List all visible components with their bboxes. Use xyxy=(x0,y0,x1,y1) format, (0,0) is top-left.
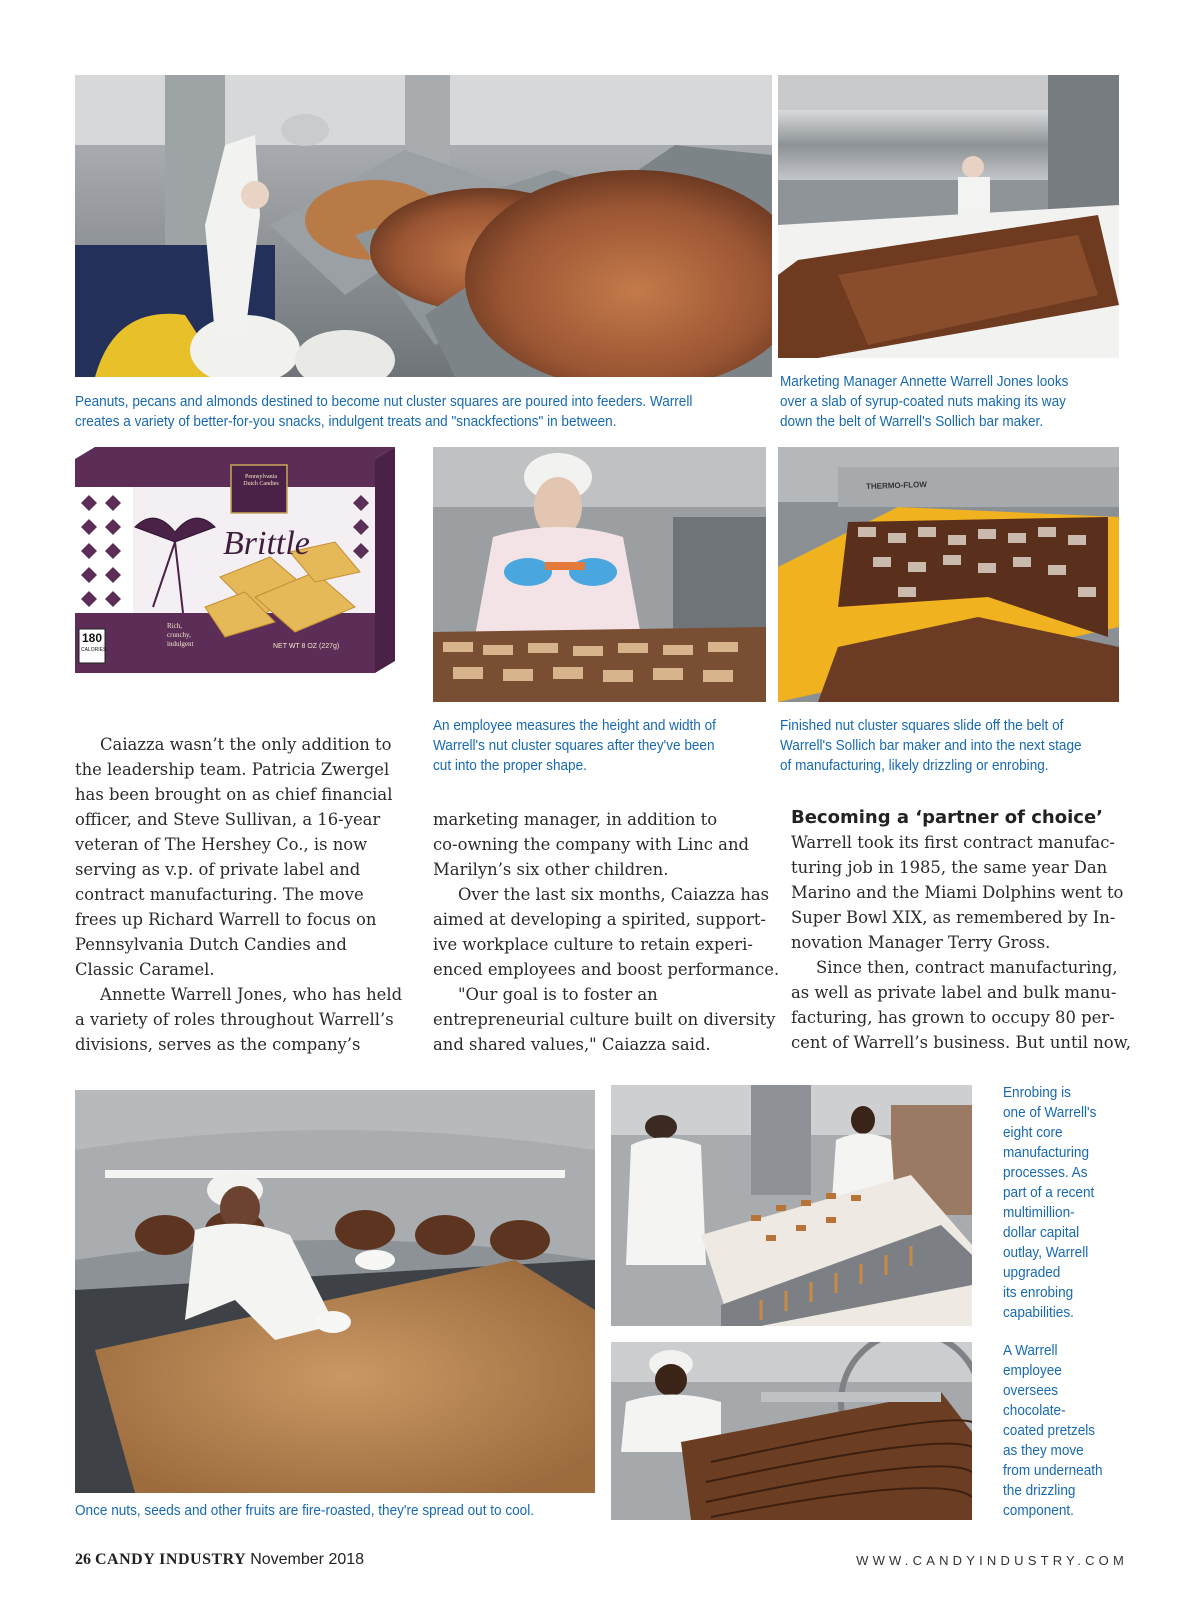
caption-line: its enrobing xyxy=(1003,1285,1074,1301)
measuring-caption xyxy=(433,716,716,776)
body-line: turing job in 1985, the same year Dan xyxy=(791,858,1108,877)
enrobing-line-photo xyxy=(611,1085,972,1326)
box-brand-text: Pennsylvania Dutch Candies xyxy=(243,474,279,487)
section-heading: Becoming a ‘partner of choice’ xyxy=(791,807,1103,828)
body-line: novation Manager Terry Gross. xyxy=(791,933,1051,952)
employee-measuring-photo xyxy=(433,447,766,702)
caption-line: creates a variety of better-for-you snacks, indulgent treats and "snackfections" in between. xyxy=(75,414,617,430)
caption-line: down the belt of Warrell's Sollich bar maker. xyxy=(780,414,1044,430)
body-line: aimed at developing a spirited, support- xyxy=(433,910,766,929)
body-line: entrepreneurial culture built on diversity xyxy=(433,1010,776,1029)
caption-line: An employee measures the height and width of xyxy=(433,718,716,734)
body-line: Super Bowl XIX, as remembered by In- xyxy=(791,908,1116,927)
page-footer-folio xyxy=(75,1551,364,1569)
caption-line: Warrell's nut cluster squares after they've been xyxy=(433,738,715,754)
caption-line: Once nuts, seeds and other fruits are fire-roasted, they're spread out to cool. xyxy=(75,1503,535,1519)
feeders-caption xyxy=(75,392,692,432)
body-line: Warrell took its first contract manufac- xyxy=(791,833,1115,852)
roasted-caption xyxy=(75,1501,534,1521)
caption-line: one of Warrell's xyxy=(1003,1105,1097,1121)
caption-line: as they move xyxy=(1003,1443,1084,1459)
body-line: Marilyn’s six other children. xyxy=(433,860,669,879)
caption-line: cut into the proper shape. xyxy=(433,758,587,774)
caption-line: Marketing Manager Annette Warrell Jones looks xyxy=(780,374,1069,390)
body-line: Over the last six months, Caiazza has xyxy=(458,885,770,904)
caption-line: the drizzling xyxy=(1003,1483,1076,1499)
caption-line: chocolate- xyxy=(1003,1403,1066,1419)
nut-feeders-photo xyxy=(75,75,772,377)
box-calories-number: 180 xyxy=(82,631,103,645)
article-column-2 xyxy=(433,807,780,1057)
caption-line: dollar capital xyxy=(1003,1225,1080,1241)
website-url[interactable]: WWW.CANDYINDUSTRY.COM xyxy=(856,1553,1128,1568)
page-number: 26 xyxy=(75,1551,91,1568)
box-net-weight: NET WT 8 OZ (227g) xyxy=(273,643,340,650)
body-line: co-owning the company with Linc and xyxy=(433,835,749,854)
pretzels-caption xyxy=(1003,1341,1103,1521)
caption-line: outlay, Warrell xyxy=(1003,1245,1089,1261)
body-line: ive workplace culture to retain experi- xyxy=(433,935,753,954)
bar-maker-inspection-photo xyxy=(778,75,1119,358)
article-column-3 xyxy=(791,805,1131,1055)
machine-brand-text: THERMO-FLOW xyxy=(865,479,928,492)
enrobing-caption xyxy=(1003,1083,1096,1323)
caption-line: processes. As xyxy=(1003,1165,1088,1181)
box-product-text: Brittle xyxy=(223,525,310,562)
body-line: marketing manager, in addition to xyxy=(433,810,718,829)
magazine-name: CANDY INDUSTRY xyxy=(95,1551,247,1568)
body-line: enced employees and boost performance. xyxy=(433,960,780,979)
body-line: "Our goal is to foster an xyxy=(458,985,658,1004)
caption-line: Enrobing is xyxy=(1003,1085,1071,1101)
brittle-package-photo xyxy=(75,447,395,675)
caption-line: from underneath xyxy=(1003,1463,1103,1479)
body-line: serving as v.p. of private label and xyxy=(75,860,361,879)
caption-line: coated pretzels xyxy=(1003,1423,1096,1439)
article-column-1 xyxy=(75,732,403,1057)
body-line: Since then, contract manufacturing, xyxy=(816,958,1118,977)
body-line: Annette Warrell Jones, who has held xyxy=(100,985,403,1004)
body-line: facturing, has grown to occupy 80 per- xyxy=(791,1008,1115,1027)
belt-caption xyxy=(780,716,1082,776)
caption-line: capabilities. xyxy=(1003,1305,1074,1321)
caption-line: part of a recent xyxy=(1003,1185,1095,1201)
caption-line: over a slab of syrup-coated nuts making its way xyxy=(780,394,1066,410)
pretzel-drizzling-photo xyxy=(611,1342,972,1520)
caption-line: oversees xyxy=(1003,1383,1059,1399)
body-line: Caiazza wasn’t the only addition to xyxy=(100,735,392,754)
body-line: frees up Richard Warrell to focus on xyxy=(75,910,377,929)
body-line: Marino and the Miami Dolphins went to xyxy=(791,883,1124,902)
caption-line: Peanuts, pecans and almonds destined to become nut cluster squares are poured into feeders. Warrell xyxy=(75,394,693,410)
body-line: has been brought on as chief financial xyxy=(75,785,393,804)
body-line: the leadership team. Patricia Zwergel xyxy=(75,760,390,779)
body-line: as well as private label and bulk manu- xyxy=(791,983,1117,1002)
nut-cluster-belt-photo xyxy=(778,447,1119,702)
caption-line: Finished nut cluster squares slide off the belt of xyxy=(780,718,1064,734)
caption-line: component. xyxy=(1003,1503,1074,1519)
roasted-nuts-cooling-photo xyxy=(75,1090,595,1493)
caption-line: Warrell's Sollich bar maker and into the next stage xyxy=(780,738,1082,754)
body-line: officer, and Steve Sullivan, a 16-year xyxy=(75,810,381,829)
body-line: a variety of roles throughout Warrell’s xyxy=(75,1010,394,1029)
body-line: divisions, serves as the company’s xyxy=(75,1035,361,1054)
caption-line: manufacturing xyxy=(1003,1145,1090,1161)
body-line: and shared values," Caiazza said. xyxy=(433,1035,711,1054)
caption-line: multimillion- xyxy=(1003,1205,1075,1221)
body-line: veteran of The Hershey Co., is now xyxy=(75,835,368,854)
caption-line: of manufacturing, likely drizzling or enrobing. xyxy=(780,758,1049,774)
body-line: Classic Caramel. xyxy=(75,960,215,979)
caption-line: employee xyxy=(1003,1363,1062,1379)
body-line: contract manufacturing. The move xyxy=(75,885,364,904)
body-line: Pennsylvania Dutch Candies and xyxy=(75,935,347,954)
issue-date: November 2018 xyxy=(250,1551,365,1568)
body-line: cent of Warrell’s business. But until now, xyxy=(791,1033,1131,1052)
box-calories-label: CALORIES xyxy=(81,647,107,653)
box-tagline: Rich, crunchy, indulgent xyxy=(167,622,194,648)
caption-line: eight core xyxy=(1003,1125,1063,1141)
caption-line: A Warrell xyxy=(1003,1343,1058,1359)
sollich-caption xyxy=(780,372,1068,432)
caption-line: upgraded xyxy=(1003,1265,1061,1281)
